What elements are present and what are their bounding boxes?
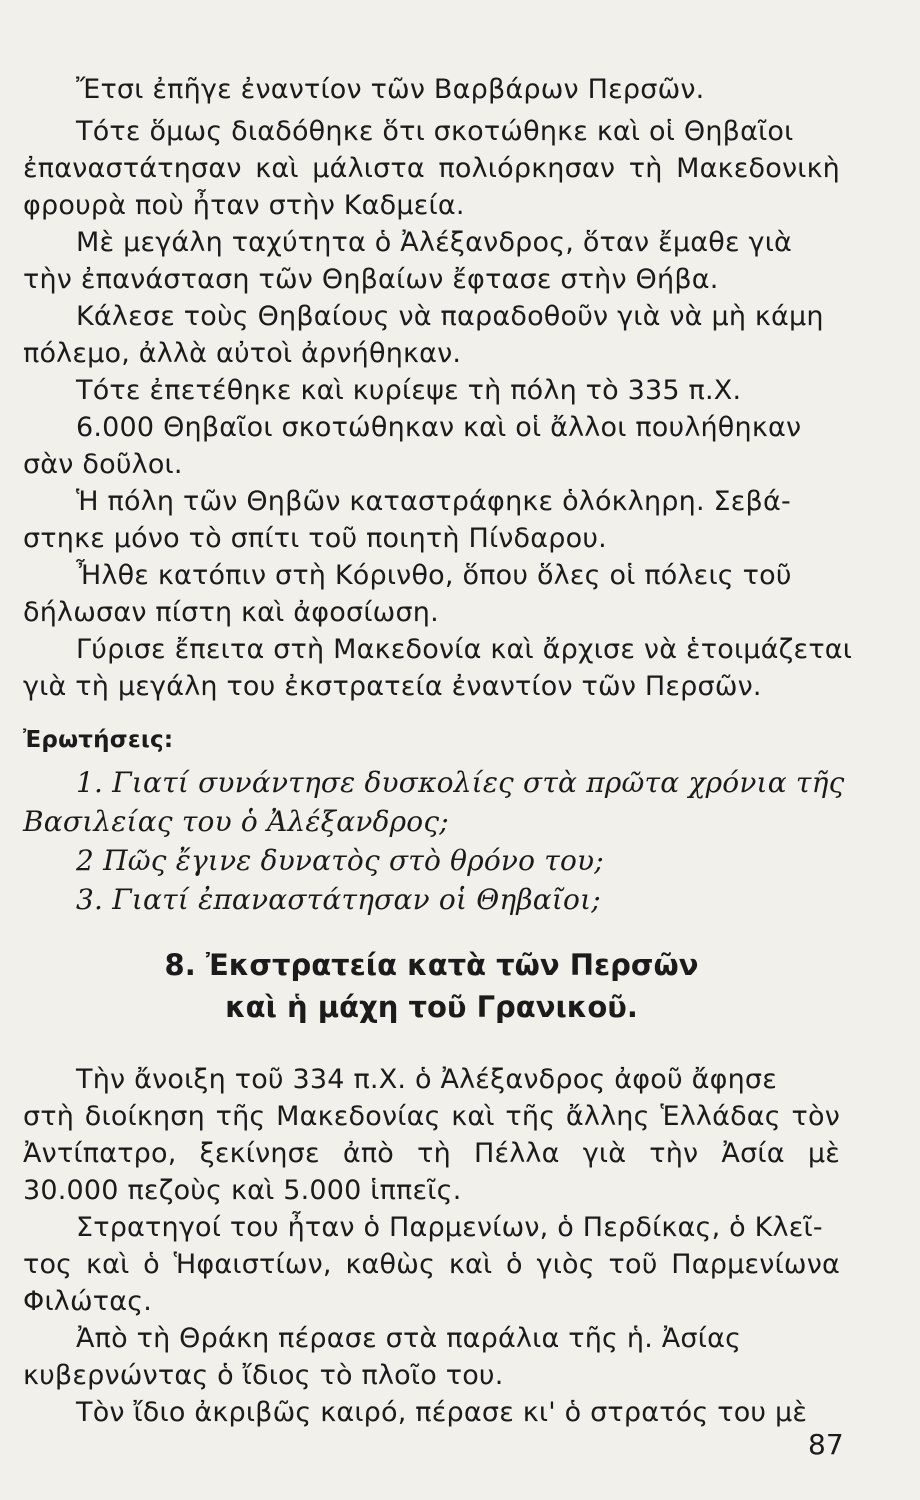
text-line: Ἦλθε κατόπιν στὴ Κόρινθο, ὅπου ὅλες οἱ πόλεις τοῦ: [76, 560, 792, 591]
text-line: Ἔτσι ἐπῆγε ἐναντίον τῶν Βαρβάρων Περσῶν.: [76, 74, 705, 105]
text-line: στὴ διοίκηση τῆς Μακεδονίας καὶ τῆς ἄλλης Ἑλλάδας τὸν: [23, 1101, 840, 1132]
question-line: 1. Γιατί συνάντησε δυσκολίες στὰ πρῶτα χρόνια τῆς: [76, 766, 845, 799]
text-line: σὰν δοῦλοι.: [23, 449, 183, 480]
text-line: φρουρὰ ποὺ ἦταν στὴν Καδμεία.: [23, 190, 465, 221]
text-line: δήλωσαν πίστη καὶ ἀφοσίωση.: [23, 597, 439, 628]
text-line: πόλεμο, ἀλλὰ αὐτοὶ ἀρνήθηκαν.: [23, 338, 462, 369]
section-heading-line2: καὶ ἡ μάχη τοῦ Γρανικοῦ.: [225, 990, 638, 1024]
page-number: 87: [808, 1428, 844, 1461]
text-line: Τότε ἐπετέθηκε καὶ κυρίεψε τὴ πόλη τὸ 335 π.Χ.: [76, 375, 742, 406]
text-line: ἐπαναστάτησαν καὶ μάλιστα πολιόρκησαν τὴ Μακεδονικὴ: [23, 153, 840, 184]
text-line: 6.000 Θηβαῖοι σκοτώθηκαν καὶ οἱ ἄλλοι πουλήθηκαν: [76, 412, 802, 443]
text-line: τὴν ἐπανάσταση τῶν Θηβαίων ἔφτασε στὴν Θήβα.: [23, 264, 719, 295]
text-line: Ἀντίπατρο, ξεκίνησε ἀπὸ τὴ Πέλλα γιὰ τὴν Ἀσία μὲ: [23, 1138, 840, 1169]
question-line: Βασιλείας του ὁ Ἀλέξανδρος;: [23, 805, 449, 838]
questions-label: Ἐρωτήσεις:: [23, 727, 174, 753]
question-line: 3. Γιατί ἐπαναστάτησαν οἱ Θηβαῖοι;: [76, 883, 601, 916]
text-line: Στρατηγοί του ἦταν ὁ Παρμενίων, ὁ Περδίκας, ὁ Κλεῖ-: [76, 1212, 823, 1243]
text-line: κυβερνώντας ὁ ἴδιος τὸ πλοῖο του.: [23, 1360, 504, 1391]
question-line: 2 Πῶς ἔγινε δυνατὸς στὸ θρόνο του;: [76, 844, 604, 877]
section-heading-line1: 8. Ἐκστρατεία κατὰ τῶν Περσῶν: [164, 948, 699, 982]
text-line: 30.000 πεζοὺς καὶ 5.000 ἱππεῖς.: [23, 1175, 462, 1206]
text-line: γιὰ τὴ μεγάλη του ἐκστρατεία ἐναντίον τῶν Περσῶν.: [23, 671, 762, 702]
text-line: Τὸν ἴδιο ἀκριβῶς καιρό, πέρασε κι' ὁ στρατός του μὲ: [76, 1397, 808, 1428]
text-line: στηκε μόνο τὸ σπίτι τοῦ ποιητὴ Πίνδαρου.: [23, 523, 607, 554]
text-line: Τὴν ἄνοιξη τοῦ 334 π.Χ. ὁ Ἀλέξανδρος ἀφοῦ ἄφησε: [76, 1064, 777, 1095]
text-line: τος καὶ ὁ Ἡφαιστίων, καθὼς καὶ ὁ γιὸς τοῦ Παρμενίωνα: [23, 1249, 840, 1280]
text-line: Γύρισε ἔπειτα στὴ Μακεδονία καὶ ἄρχισε νὰ ἑτοιμάζεται: [76, 634, 853, 665]
text-line: Τότε ὅμως διαδόθηκε ὅτι σκοτώθηκε καὶ οἱ Θηβαῖοι: [76, 116, 794, 147]
text-line: Μὲ μεγάλη ταχύτητα ὁ Ἀλέξανδρος, ὅταν ἔμαθε γιὰ: [76, 227, 793, 258]
text-line: Ἡ πόλη τῶν Θηβῶν καταστράφηκε ὁλόκληρη. Σεβά-: [76, 486, 791, 517]
text-line: Κάλεσε τοὺς Θηβαίους νὰ παραδοθοῦν γιὰ νὰ μὴ κάμη: [76, 301, 824, 332]
text-line: Φιλώτας.: [23, 1286, 153, 1317]
text-line: Ἀπὸ τὴ Θράκη πέρασε στὰ παράλια τῆς ἡ. Ἀσίας: [76, 1323, 742, 1354]
